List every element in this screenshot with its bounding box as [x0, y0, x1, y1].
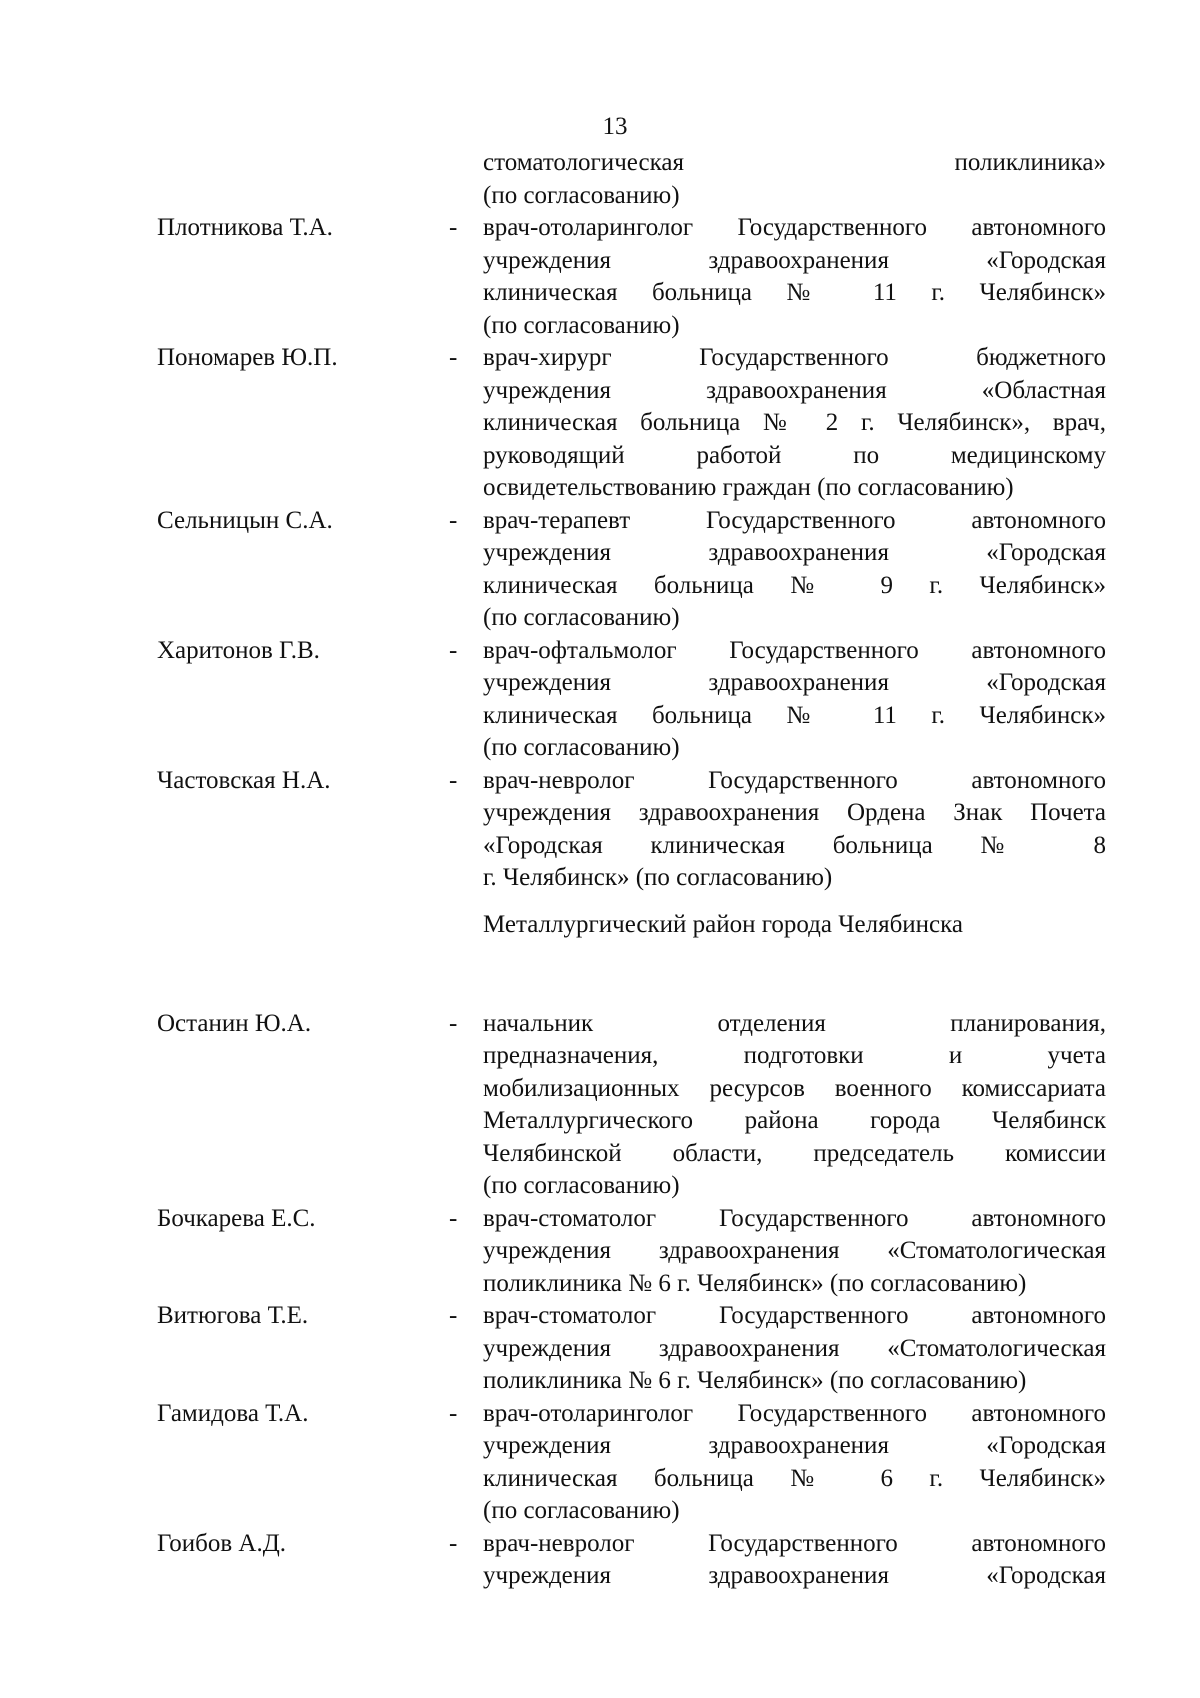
- commission-members-list: [0, 147, 1200, 1593]
- member-position-line: мобилизационных ресурсов военного комиссариата: [483, 1074, 1106, 1102]
- member-position-line: (по согласованию): [483, 311, 680, 339]
- dash-separator: -: [449, 1302, 458, 1329]
- member-position-line: начальник отделения планирования,: [483, 1009, 1106, 1037]
- section-heading-row: [0, 895, 1200, 960]
- member-position-line: г. Челябинск» (по согласованию): [483, 864, 833, 891]
- dash-separator: -: [449, 214, 458, 241]
- dash-separator: -: [449, 1529, 458, 1557]
- member-position-line: врач-офтальмолог Государственного автономного: [483, 636, 1106, 664]
- member-position-line: поликлиника № 6 г. Челябинск» (по согласованию): [483, 1269, 1027, 1297]
- dash-separator: -: [449, 636, 458, 664]
- member-position-line: (по согласованию): [483, 1497, 680, 1524]
- section-heading: Металлургический район города Челябинска: [483, 910, 964, 938]
- member-position-line: клиническая больница № 11 г. Челябинск»: [483, 701, 1106, 729]
- member-position-line: клиническая больница № 11 г. Челябинск»: [483, 279, 1106, 306]
- member-name: Бочкарева Е.С.: [157, 1204, 316, 1232]
- continuation-line: [0, 147, 1200, 180]
- member-position-line: (по согласованию): [483, 604, 680, 631]
- member-position-line: врач-стоматолог Государственного автономного: [483, 1302, 1106, 1329]
- page-number: 13: [602, 113, 628, 140]
- dash-separator: -: [449, 506, 458, 534]
- member-entry: [0, 1203, 1200, 1236]
- member-position-line: учреждения здравоохранения «Городская: [483, 246, 1106, 274]
- dash-separator: -: [449, 344, 458, 371]
- member-name: Останин Ю.А.: [157, 1009, 312, 1037]
- member-position-line: учреждения здравоохранения «Стоматологическая: [483, 1237, 1106, 1264]
- member-position-line: врач-хирург Государственного бюджетного: [483, 344, 1106, 371]
- continuation-line: [0, 180, 1200, 213]
- member-position-line: поликлиника № 6 г. Челябинск» (по согласованию): [483, 1367, 1027, 1394]
- member-entry: [0, 1300, 1200, 1333]
- member-position-line: Челябинской области, председатель комиссии: [483, 1139, 1106, 1167]
- member-entry: [0, 1008, 1200, 1041]
- member-entry: [0, 1528, 1200, 1561]
- member-position-line: врач-невролог Государственного автономного: [483, 1529, 1106, 1557]
- member-name: Гамидова Т.А.: [157, 1399, 309, 1427]
- member-position-line: врач-невролог Государственного автономного: [483, 766, 1106, 794]
- member-name: Харитонов Г.В.: [157, 636, 320, 664]
- continuation-text: (по согласованию): [483, 181, 680, 209]
- member-position-line: врач-отоларинголог Государственного автономного: [483, 214, 1106, 241]
- member-entry: [0, 212, 1200, 245]
- member-entry: [0, 765, 1200, 798]
- member-position-line: учреждения здравоохранения «Городская: [483, 669, 1106, 696]
- member-position-line: (по согласованию): [483, 1172, 680, 1199]
- member-name: Гоибов А.Д.: [157, 1529, 287, 1557]
- member-position-line: врач-терапевт Государственного автономного: [483, 506, 1106, 534]
- member-entry: [0, 505, 1200, 538]
- dash-separator: -: [449, 766, 458, 794]
- member-position-line: освидетельствованию граждан (по согласованию): [483, 474, 1014, 501]
- dash-separator: -: [449, 1399, 458, 1427]
- member-position-line: клиническая больница № 6 г. Челябинск»: [483, 1464, 1106, 1492]
- member-name: Витюгова Т.Е.: [157, 1302, 309, 1329]
- member-name: Пономарев Ю.П.: [157, 344, 338, 371]
- dash-separator: -: [449, 1009, 458, 1037]
- member-entry: [0, 342, 1200, 375]
- member-name: Плотникова Т.А.: [157, 214, 333, 241]
- dash-separator: -: [449, 1204, 458, 1232]
- member-position-line: врач-стоматолог Государственного автономного: [483, 1204, 1106, 1232]
- member-position-line: учреждения здравоохранения «Областная: [483, 376, 1106, 404]
- member-position-line: предназначения, подготовки и учета: [483, 1042, 1106, 1069]
- member-position-line: учреждения здравоохранения Ордена Знак Почета: [483, 799, 1106, 826]
- member-position-line: учреждения здравоохранения «Городская: [483, 1432, 1106, 1459]
- member-position-line: (по согласованию): [483, 734, 680, 761]
- member-position-line: учреждения здравоохранения «Городская: [483, 539, 1106, 566]
- continuation-text: стоматологическая поликлиника»: [483, 149, 1106, 176]
- member-entry: [0, 1398, 1200, 1431]
- member-name: Частовская Н.А.: [157, 766, 331, 794]
- member-position-line: врач-отоларинголог Государственного автономного: [483, 1399, 1106, 1427]
- member-position-line: клиническая больница № 9 г. Челябинск»: [483, 571, 1106, 599]
- member-position-line: клиническая больница № 2 г. Челябинск», врач,: [483, 409, 1106, 436]
- member-position-line: «Городская клиническая больница № 8: [483, 831, 1106, 859]
- spacer: [0, 960, 1200, 1008]
- member-position-line: учреждения здравоохранения «Городская: [483, 1562, 1106, 1589]
- member-position-line: руководящий работой по медицинскому: [483, 441, 1106, 469]
- member-name: Сельницын С.А.: [157, 506, 333, 534]
- member-position-line: учреждения здравоохранения «Стоматологическая: [483, 1334, 1106, 1362]
- member-entry: [0, 635, 1200, 668]
- member-position-line: Металлургического района города Челябинск: [483, 1107, 1106, 1134]
